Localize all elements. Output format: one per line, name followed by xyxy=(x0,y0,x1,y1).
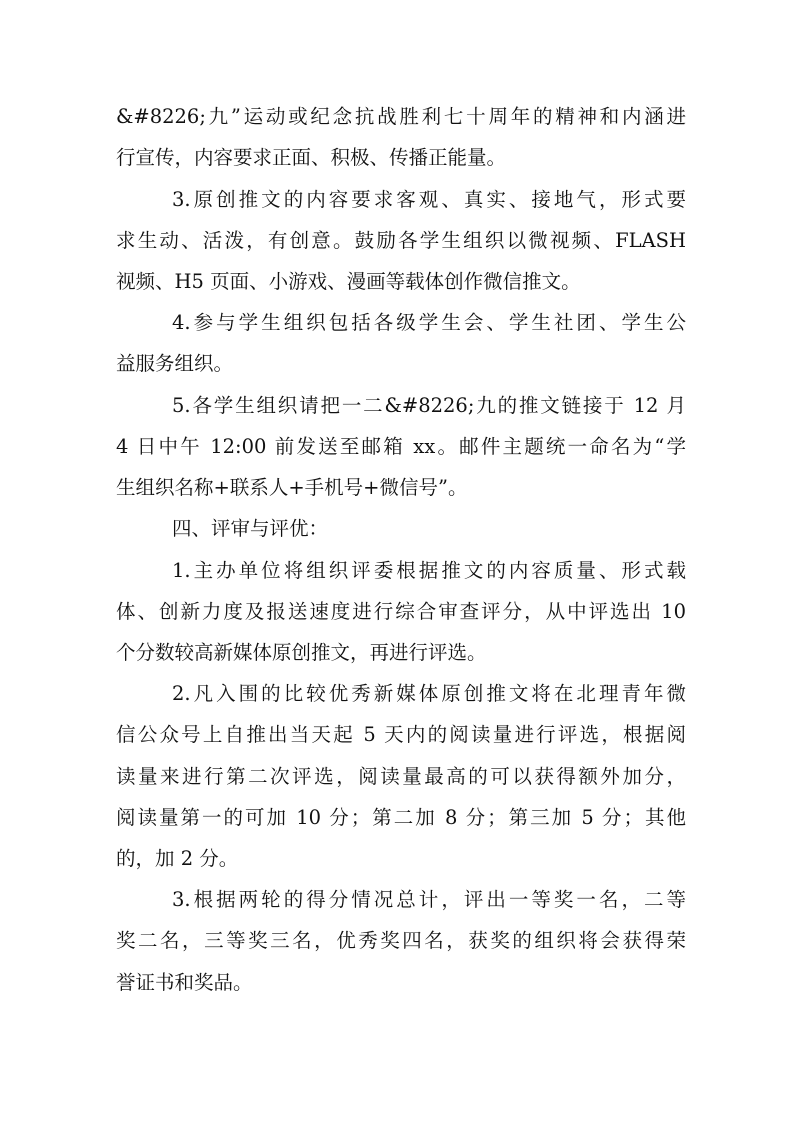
text-line: 2.凡入围的比较优秀新媒体原创推文将在北理青年微 xyxy=(172,682,686,705)
text-line: 3.根据两轮的得分情况总计，评出一等奖一名，二等 xyxy=(172,888,686,911)
text-line: 1.主办单位将组织评委根据推文的内容质量、形式载 xyxy=(172,559,686,582)
text-line: 益服务组织。 xyxy=(116,352,234,375)
text-line: 阅读量第一的可加 10 分；第二加 8 分；第三加 5 分；其他 xyxy=(116,806,686,829)
text-line: 个分数较高新媒体原创推文，再进行评选。 xyxy=(116,641,487,664)
text-line: &#8226;九”运动或纪念抗战胜利七十周年的精神和内涵进 xyxy=(116,105,686,128)
text-line: 行宣传，内容要求正面、积极、传播正能量。 xyxy=(116,146,507,169)
text-line: 3.原创推文的内容要求客观、真实、接地气，形式要 xyxy=(172,188,686,211)
text-line: 读量来进行第二次评选，阅读量最高的可以获得额外加分， xyxy=(116,765,686,788)
text-line: 求生动、活泼，有创意。鼓励各学生组织以微视频、FLASH xyxy=(116,229,686,252)
text-line: 的，加 2 分。 xyxy=(116,847,239,870)
section-heading: 四、评审与评优： xyxy=(172,517,329,540)
text-line: 4.参与学生组织包括各级学生会、学生社团、学生公 xyxy=(172,311,686,334)
text-line: 生组织名称+联系人+手机号+微信号”。 xyxy=(116,476,468,499)
text-line: 5.各学生组织请把一二&#8226;九的推文链接于 12 月 xyxy=(172,394,686,417)
text-line: 信公众号上自推出当天起 5 天内的阅读量进行评选，根据阅 xyxy=(116,723,686,746)
text-line: 视频、H5 页面、小游戏、漫画等载体创作微信推文。 xyxy=(116,270,581,293)
text-line: 4 日中午 12:00 前发送至邮箱 xx。邮件主题统一命名为“学 xyxy=(116,435,686,458)
text-line: 体、创新力度及报送速度进行综合审查评分，从中评选出 10 xyxy=(116,600,686,623)
text-line: 奖二名，三等奖三名，优秀奖四名，获奖的组织将会获得荣 xyxy=(116,929,686,952)
text-line: 誉证书和奖品。 xyxy=(116,971,253,994)
